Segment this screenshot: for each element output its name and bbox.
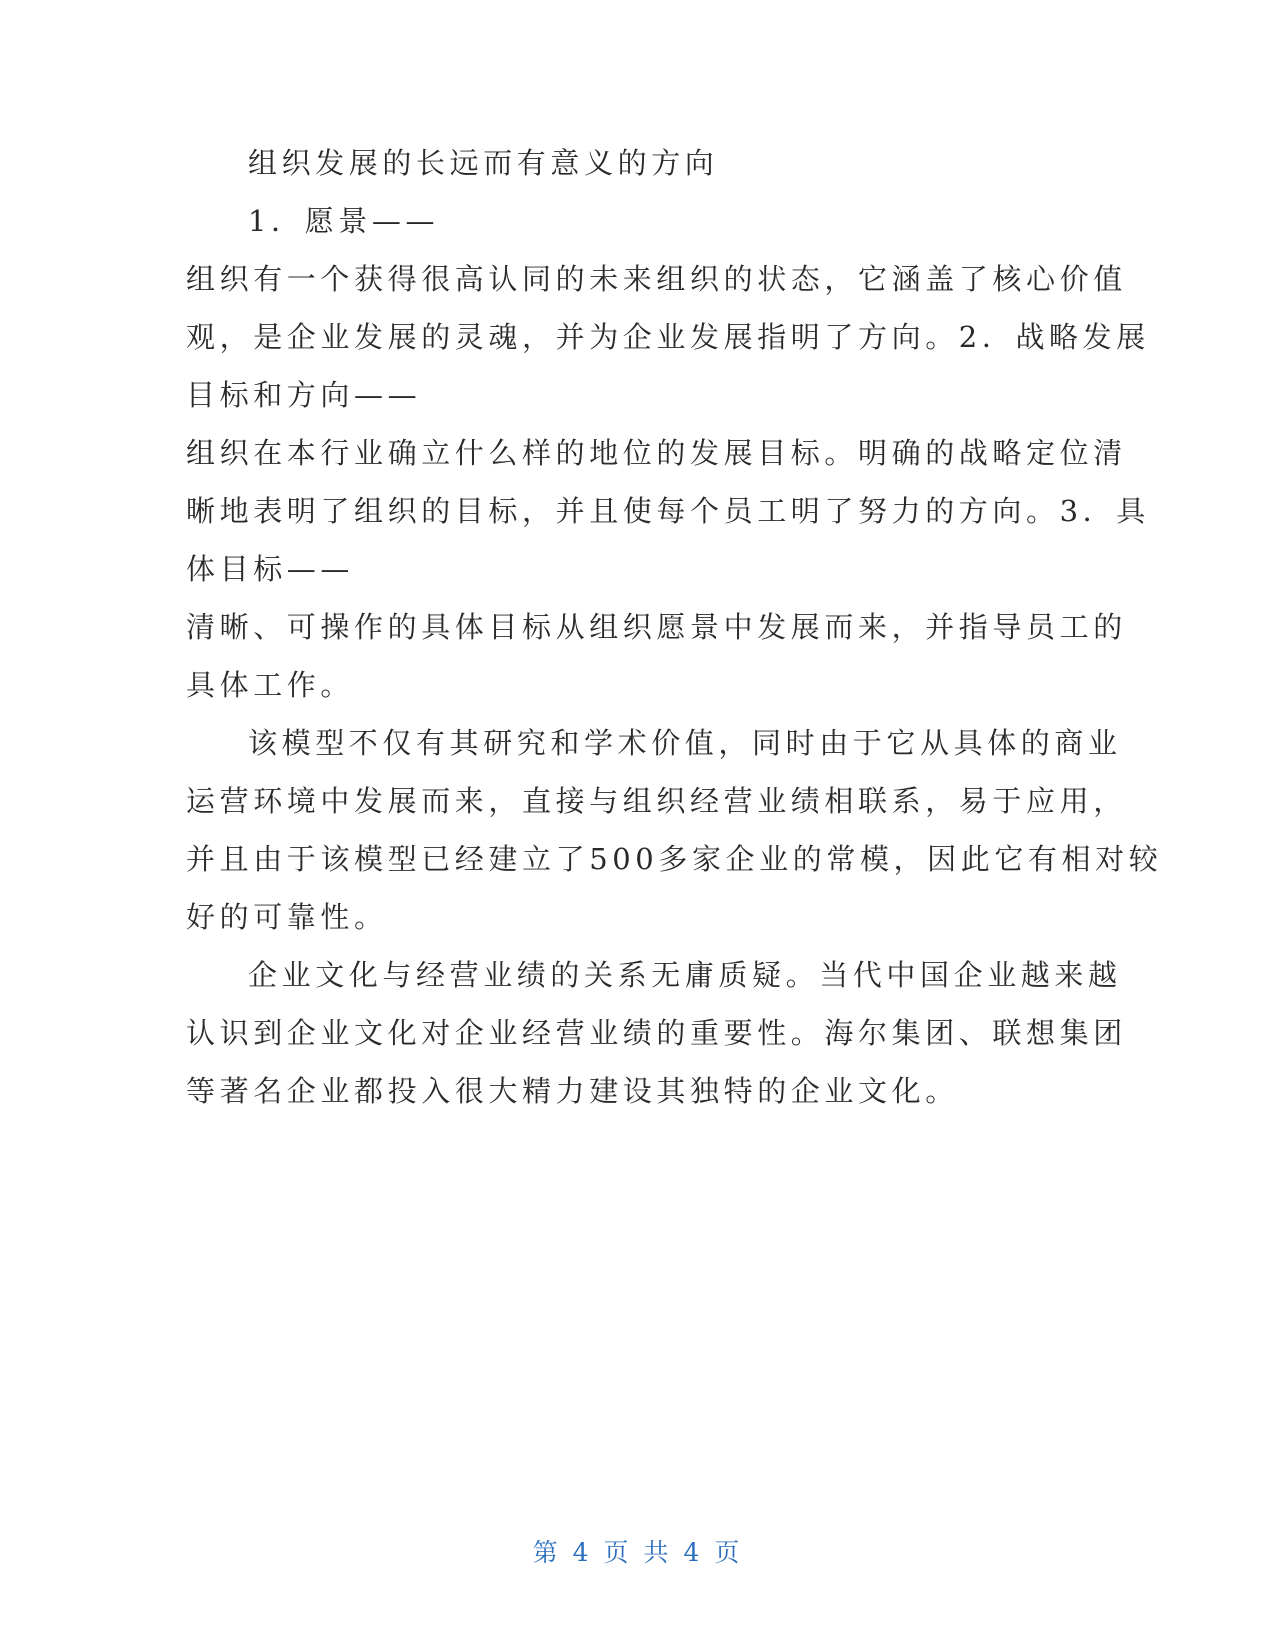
page-number-current: 4 — [572, 1538, 592, 1567]
text-line: 观，是企业发展的灵魂，并为企业发展指明了方向。2．战略发展 — [186, 320, 1150, 354]
page-number-total: 4 — [683, 1538, 703, 1567]
page-label-prefix: 第 — [532, 1538, 561, 1567]
page-label-page: 页 — [603, 1538, 632, 1567]
text-line: 1．愿景—— — [248, 204, 440, 238]
text-line: 目标和方向—— — [186, 378, 422, 412]
text-line: 体目标—— — [186, 552, 355, 586]
text-line: 组织发展的长远而有意义的方向 — [248, 146, 719, 180]
text-line: 具体工作。 — [186, 668, 355, 702]
text-line: 组织在本行业确立什么样的地位的发展目标。明确的战略定位清 — [186, 436, 1127, 470]
page-footer — [0, 1533, 1275, 1569]
page-label-total: 共 — [643, 1538, 672, 1567]
text-line: 清晰、可操作的具体目标从组织愿景中发展而来，并指导员工的 — [186, 610, 1127, 644]
text-line: 组织有一个获得很高认同的未来组织的状态，它涵盖了核心价值 — [186, 262, 1127, 296]
text-line: 该模型不仅有其研究和学术价值，同时由于它从具体的商业 — [248, 726, 1122, 760]
text-line: 晰地表明了组织的目标，并且使每个员工明了努力的方向。3．具 — [186, 494, 1150, 528]
text-line: 等著名企业都投入很大精力建设其独特的企业文化。 — [186, 1074, 959, 1108]
text-line: 并且由于该模型已经建立了500多家企业的常模，因此它有相对较 — [186, 842, 1163, 876]
text-line: 企业文化与经营业绩的关系无庸质疑。当代中国企业越来越 — [248, 958, 1122, 992]
page-label-suffix: 页 — [714, 1538, 743, 1567]
text-line: 运营环境中发展而来，直接与组织经营业绩相联系，易于应用， — [186, 784, 1127, 818]
text-line: 好的可靠性。 — [186, 900, 388, 934]
text-line: 认识到企业文化对企业经营业绩的重要性。海尔集团、联想集团 — [186, 1016, 1127, 1050]
